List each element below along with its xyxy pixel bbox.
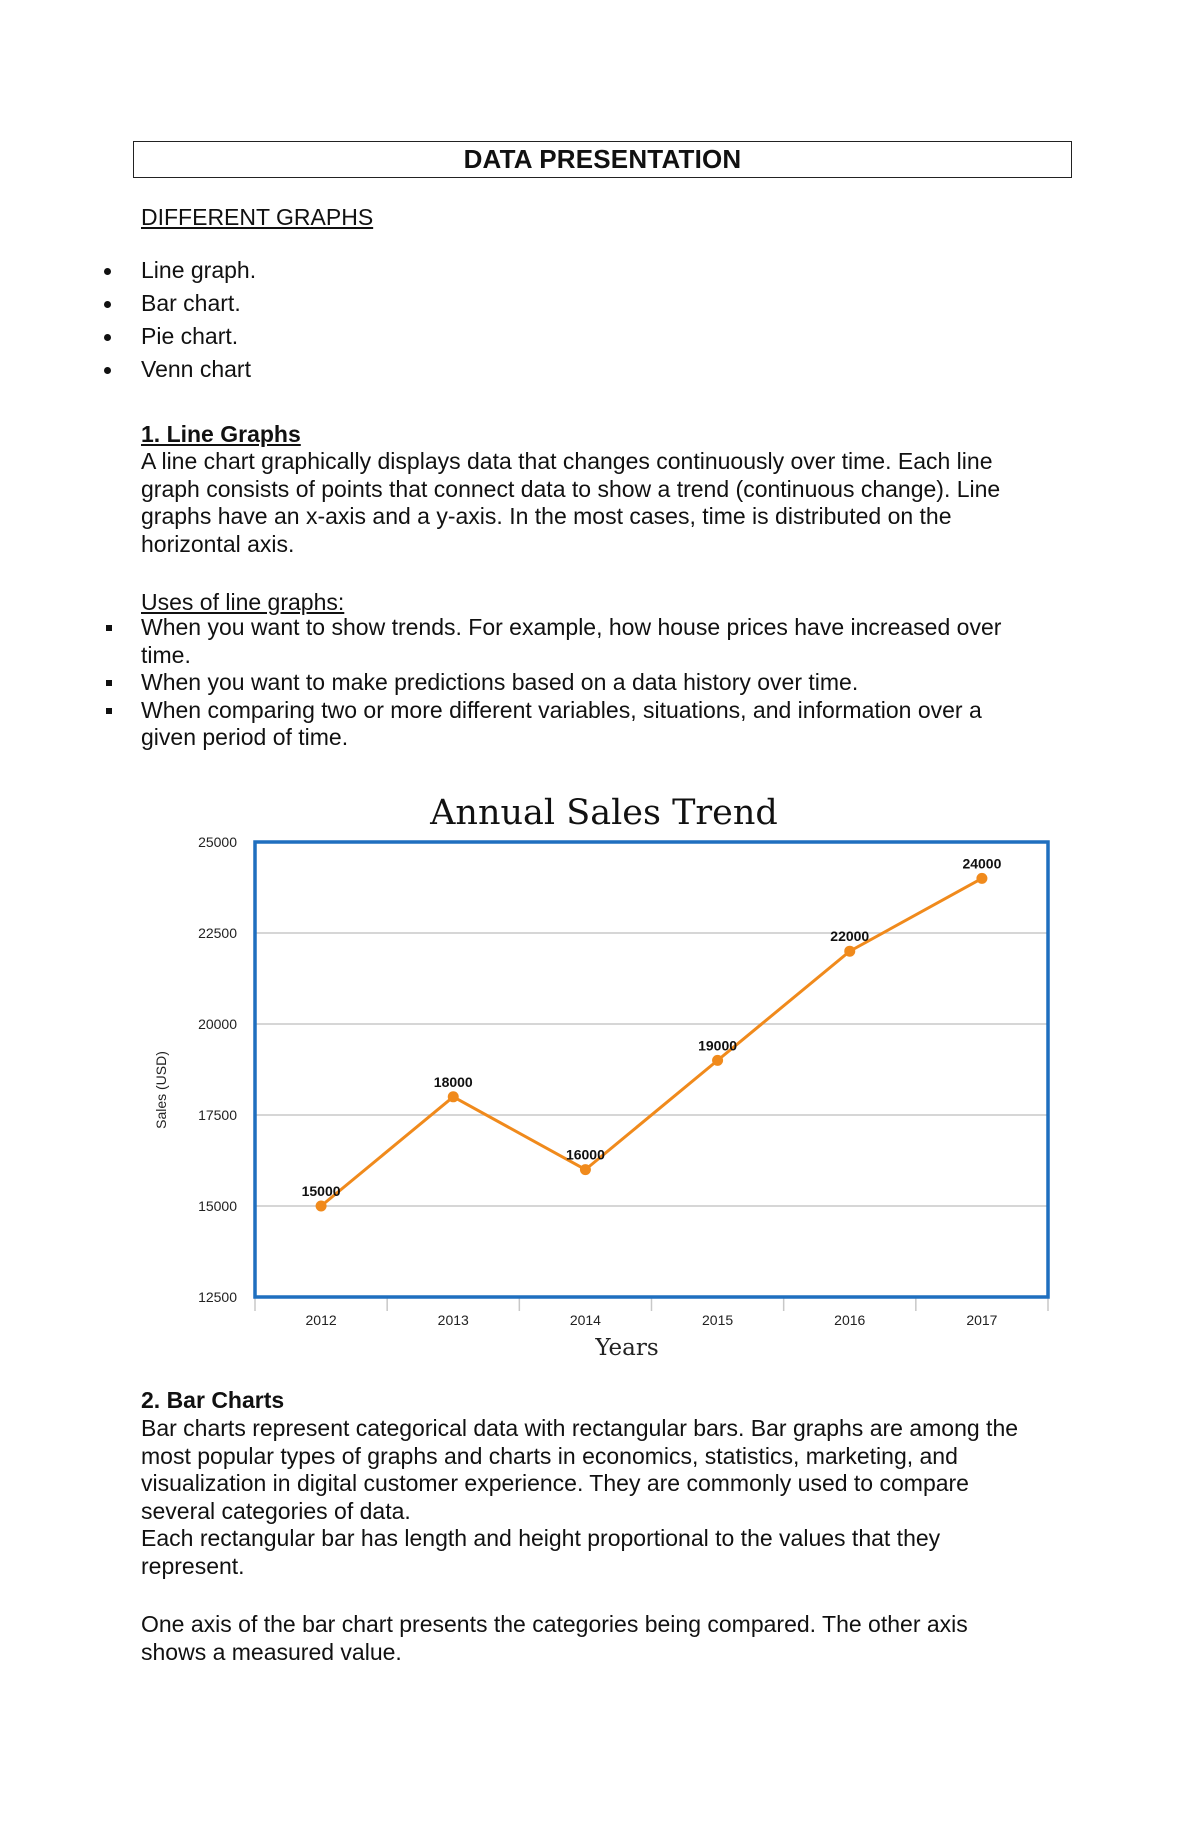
- bullet-icon: [106, 708, 112, 714]
- x-tick-label: 2016: [834, 1312, 866, 1328]
- line-graphs-paragraph: [141, 448, 1061, 558]
- line-chart: [150, 790, 1070, 1370]
- x-tick-label: 2014: [569, 1312, 601, 1328]
- data-label: 18000: [433, 1073, 473, 1090]
- paragraph-line: several categories of data.: [141, 1497, 411, 1524]
- list-item-text: time.: [141, 641, 191, 668]
- x-axis-ticks: [255, 1297, 1048, 1328]
- list-item: [104, 669, 1064, 697]
- data-points: [316, 873, 988, 1212]
- y-tick-label: 22500: [198, 925, 237, 941]
- plot-frame: [255, 842, 1048, 1297]
- bullet-icon: [104, 367, 111, 374]
- page-title: DATA PRESENTATION: [463, 144, 742, 174]
- bullet-icon: [104, 268, 111, 275]
- paragraph-line: A line chart graphically displays data that changes continuously over time. Each line: [141, 448, 993, 474]
- list-item-text: Pie chart.: [141, 323, 239, 349]
- list-item-text: Venn chart: [141, 356, 251, 382]
- bar-charts-heading: 2. Bar Charts: [141, 1387, 285, 1413]
- list-item: [104, 254, 256, 287]
- y-tick-label: 12500: [198, 1289, 237, 1305]
- list-item-text: When you want to make predictions based on a data history over time.: [141, 669, 859, 695]
- x-tick-label: 2012: [305, 1312, 337, 1328]
- y-axis-label: Sales (USD): [153, 1051, 169, 1129]
- bullet-icon: [104, 301, 111, 308]
- y-axis-ticks: [198, 834, 237, 1305]
- bullet-icon: [106, 680, 112, 686]
- uses-heading: Uses of line graphs:: [141, 589, 345, 615]
- bullet-icon: [106, 625, 112, 631]
- line-chart-svg: [150, 790, 1070, 1370]
- paragraph-line: represent.: [141, 1552, 245, 1579]
- paragraph-line: One axis of the bar chart presents the categories being compared. The other axis: [141, 1611, 968, 1637]
- data-labels: [302, 855, 1002, 1199]
- list-item-text: given period of time.: [141, 724, 349, 750]
- list-item: [104, 353, 256, 386]
- chart-title: Annual Sales Trend: [430, 793, 778, 833]
- list-item: [104, 287, 256, 320]
- data-point: [580, 1164, 591, 1175]
- line-graphs-heading: 1. Line Graphs: [141, 421, 301, 447]
- graph-types-list: [104, 254, 256, 386]
- list-item-text: When comparing two or more different variables, situations, and information over a: [141, 696, 982, 723]
- y-tick-label: 25000: [198, 834, 237, 850]
- y-tick-label: 15000: [198, 1198, 237, 1214]
- bar-charts-paragraph-2: [141, 1611, 1061, 1666]
- list-item-text: When you want to show trends. For example, how house prices have increased over: [141, 614, 1002, 640]
- x-tick-label: 2017: [966, 1312, 998, 1328]
- x-tick-label: 2013: [437, 1312, 469, 1328]
- list-item-text: Bar chart.: [141, 290, 241, 316]
- title-box: [133, 141, 1072, 178]
- paragraph-line: graphs have an x-axis and a y-axis. In the most cases, time is distributed on the: [141, 503, 952, 529]
- paragraph-line: Bar charts represent categorical data with rectangular bars. Bar graphs are among the: [141, 1415, 1019, 1441]
- bar-charts-paragraph: [141, 1415, 1061, 1580]
- paragraph-line: Each rectangular bar has length and height proportional to the values that they: [141, 1525, 941, 1551]
- paragraph-line: visualization in digital customer experience. They are commonly used to compare: [141, 1470, 969, 1496]
- data-point: [712, 1055, 723, 1066]
- uses-list: [104, 614, 1064, 752]
- data-point: [316, 1201, 327, 1212]
- section-heading: DIFFERENT GRAPHS: [141, 204, 374, 230]
- data-point: [976, 873, 987, 884]
- list-item-text: Line graph.: [141, 257, 257, 283]
- series-line: [321, 878, 982, 1206]
- bullet-icon: [104, 334, 111, 341]
- data-label: 16000: [565, 1146, 605, 1163]
- paragraph-line: horizontal axis.: [141, 530, 295, 557]
- list-item: [104, 614, 1064, 669]
- paragraph-line: graph consists of points that connect data to show a trend (continuous change). Line: [141, 475, 1001, 502]
- data-point: [844, 946, 855, 957]
- paragraph-line: shows a measured value.: [141, 1638, 402, 1665]
- data-label: 15000: [301, 1183, 341, 1199]
- paragraph-line: most popular types of graphs and charts in economics, statistics, marketing, and: [141, 1442, 958, 1469]
- y-tick-label: 20000: [198, 1016, 237, 1032]
- list-item: [104, 320, 256, 353]
- data-label: 19000: [698, 1037, 738, 1054]
- x-axis-label: Years: [595, 1335, 659, 1361]
- data-point: [448, 1091, 459, 1102]
- data-label: 24000: [962, 855, 1002, 872]
- y-tick-label: 17500: [198, 1107, 237, 1123]
- grid: [255, 842, 1048, 1297]
- data-label: 22000: [830, 928, 870, 945]
- x-tick-label: 2015: [702, 1312, 734, 1328]
- list-item: [104, 697, 1064, 752]
